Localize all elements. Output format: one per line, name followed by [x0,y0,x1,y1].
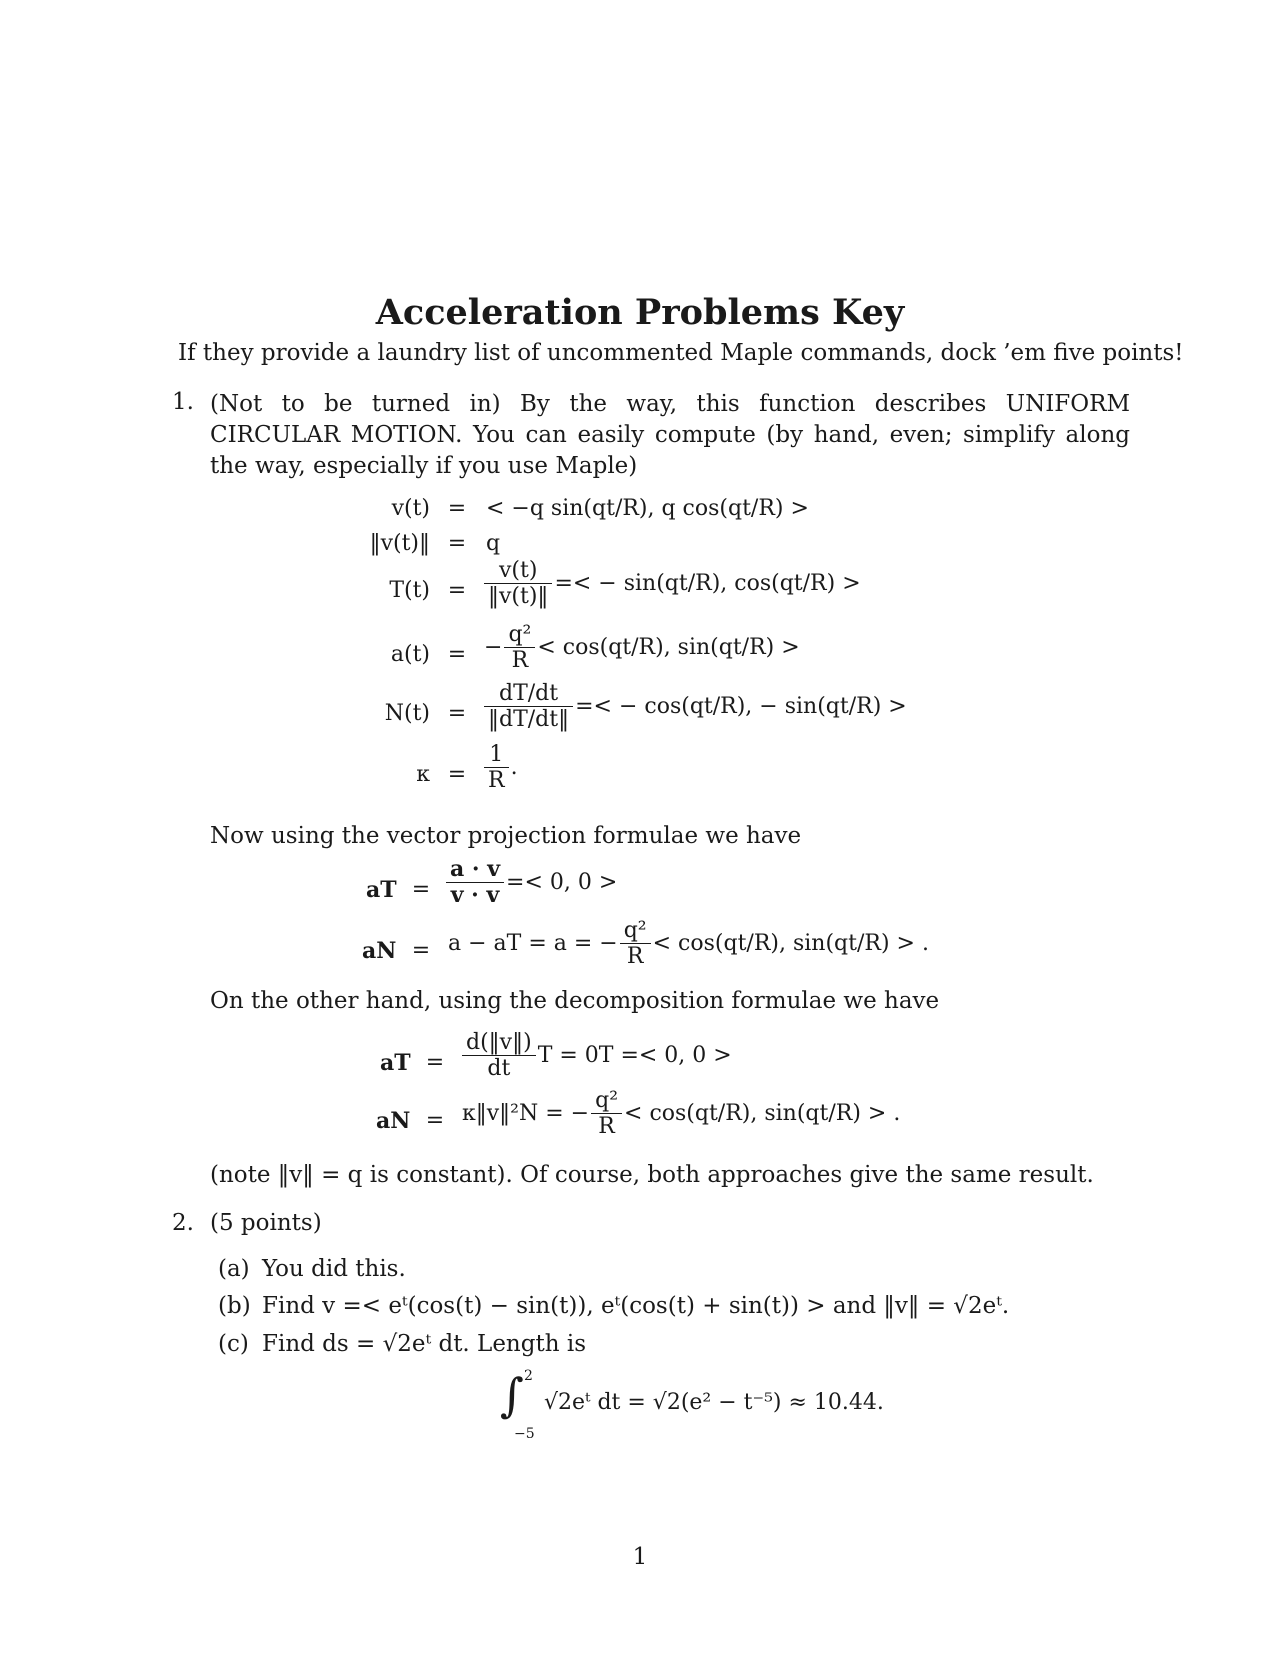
problem-1-conclusion: (note ‖v‖ = q is constant). Of course, both approaches give the same result. [210,1162,1094,1188]
fraction: $\frac{d(‖v‖)}{dt}$ [462,1030,536,1082]
integral-sign: ∫ [500,1368,524,1422]
decomp-rhs-tangential: $\frac{d(‖v‖)}{dt}$ T = 0T =< 0, 0 > [460,1030,732,1082]
proj-rhs-tangential: $\frac{a \cdot v}{v \cdot v}$ =< 0, 0 > [444,857,617,909]
proj-rhs-normal: a − aT = a = − $\frac{\text{q²}}{R}$ < cos(qt/R), sin(qt/R) > . [448,918,929,970]
fraction: $\frac{v(t)}{‖v(t)‖}$ [484,558,552,610]
eq-lhs-tangent: T(t) [389,578,430,603]
fraction: $\frac{1}{R}$ [484,742,509,794]
decomp-lhs-normal: aN [376,1108,411,1134]
eq-equals: = [447,642,467,667]
eq-equals: = [447,762,467,787]
eq-rhs-speed: q [486,531,501,556]
fraction: $\frac{\text{q²}}{R}$ [591,1088,622,1140]
fraction: $\frac{a \cdot v}{v \cdot v}$ [446,857,504,909]
eq-lhs-acceleration: a(t) [390,642,430,667]
eq-rhs-curvature: $\frac{1}{R}$ . [482,742,518,794]
eq-equals: = [411,938,431,963]
problem-1-text: (Not to be turned in) By the way, this function describes UNIFORM CIRCULAR MOTION. You can easily compute (by hand, even; simplify along the way, especially if you use Maple) [210,391,1130,479]
fraction: $\frac{\text{q²}}{R}$ [504,622,535,674]
decomposition-intro: On the other hand, using the decomposition formulae we have [210,988,940,1014]
eq-rhs-acceleration: − $\frac{\text{q²}}{R}$ < cos(qt/R), sin(qt/R) > [484,622,800,674]
decomp-rhs-normal: κ‖v‖²N = − $\frac{\text{q²}}{R}$ < cos(qt/R), sin(qt/R) > . [462,1088,901,1140]
proj-lhs-tangential: aT [366,877,397,903]
integral-body: √2eᵗ dt = √2(e² − t⁻⁵) ≈ 10.44. [544,1390,884,1415]
decomp-lhs-tangential: aT [380,1050,411,1076]
problem-2-part-b-label: (b) [218,1293,251,1319]
fraction: $\frac{\text{q²}}{R}$ [620,918,651,970]
eq-rhs-normal: $\frac{dT/dt}{‖dT/dt‖}$ =< − cos(qt/R), − sin(qt/R) > [482,681,907,733]
intro-text: If they provide a laundry list of uncommented Maple commands, dock ’em five points! [178,340,1184,366]
problem-2-part-a-label: (a) [218,1256,250,1282]
eq-equals: = [425,1050,445,1075]
problem-2-part-a-text: You did this. [262,1256,406,1282]
eq-equals: = [411,877,431,902]
projection-intro: Now using the vector projection formulae we have [210,823,802,849]
eq-lhs-speed: ‖v(t)‖ [369,531,430,556]
eq-lhs-curvature: κ [416,762,430,787]
eq-rhs-tangent: $\frac{v(t)}{‖v(t)‖}$ =< − sin(qt/R), cos(qt/R) > [482,558,861,610]
problem-1-number: 1. [172,389,194,415]
eq-equals: = [425,1108,445,1133]
problem-2-part-c-label: (c) [218,1331,249,1357]
integral-lower-limit: −5 [514,1426,535,1442]
integral-upper-limit: 2 [524,1368,533,1384]
eq-lhs-velocity: v(t) [391,496,430,521]
proj-lhs-normal: aN [362,938,397,964]
page-title: Acceleration Problems Key [375,292,905,333]
eq-lhs-normal: N(t) [384,701,430,726]
eq-rhs-velocity: < −q sin(qt/R), q cos(qt/R) > [486,496,809,521]
eq-equals: = [447,531,467,556]
problem-2-text: (5 points) [210,1210,322,1236]
fraction: $\frac{dT/dt}{‖dT/dt‖}$ [484,681,573,733]
problem-2-part-b-text: Find v =< eᵗ(cos(t) − sin(t)), eᵗ(cos(t) + sin(t)) > and ‖v‖ = √2eᵗ. [262,1293,1010,1319]
page-number: 1 [632,1544,648,1570]
problem-2-part-c-text: Find ds = √2eᵗ dt. Length is [262,1331,586,1357]
problem-2-number: 2. [172,1210,194,1236]
eq-equals: = [447,578,467,603]
eq-equals: = [447,496,467,521]
eq-equals: = [447,701,467,726]
